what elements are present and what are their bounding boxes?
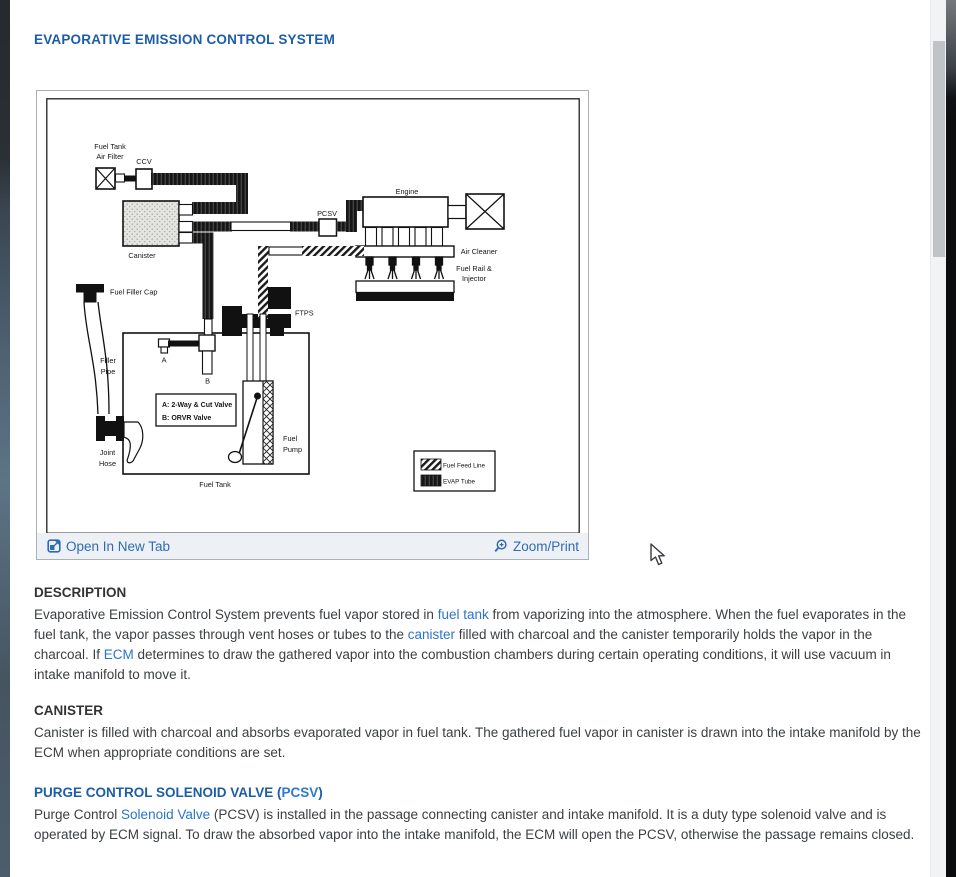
engine-aircleaner-duct bbox=[448, 206, 466, 219]
evap-system-diagram bbox=[46, 98, 580, 534]
pcsv-paragraph bbox=[34, 805, 922, 845]
label-key-b: B: ORVR Valve bbox=[162, 415, 212, 422]
fuel-tank-link[interactable]: fuel tank bbox=[437, 607, 489, 622]
pcsv-text-2: (PCSV) is installed in the passage connecting canister and intake manifold. It is a duty type solenoid valve and is operated by ECM signal. To draw the absorbed vapor into the intake manifold, the ECM will open the PCSV, otherwise the passage remains closed. bbox=[34, 807, 915, 842]
label-key-a: A: 2-Way & Cut Valve bbox=[162, 402, 233, 409]
label-fuel-tank: Fuel Tank bbox=[199, 480, 231, 489]
zoom-plus-icon bbox=[493, 539, 508, 554]
label-valve-a: A bbox=[161, 355, 167, 365]
label-air-filter-2: Air Filter bbox=[96, 152, 124, 161]
fuel-rail-symbol bbox=[356, 246, 454, 257]
pcsv-text-1: Purge Control bbox=[34, 807, 122, 822]
scrollbar-thumb[interactable] bbox=[933, 41, 945, 257]
label-legend-evap: EVAP Tube bbox=[443, 478, 475, 486]
figure-evap-diagram bbox=[36, 90, 589, 560]
label-filler-2: Pipe bbox=[100, 367, 116, 376]
label-valve-b: B bbox=[205, 376, 210, 386]
engine-symbol bbox=[363, 197, 448, 227]
label-legend-feed: Fuel Feed Line bbox=[443, 462, 486, 470]
label-filler-1: Filler bbox=[100, 356, 116, 365]
label-engine: Engine bbox=[395, 187, 419, 196]
label-ccv: CCV bbox=[136, 157, 152, 166]
ccv-valve-symbol bbox=[136, 169, 152, 189]
mouse-cursor bbox=[650, 543, 670, 573]
engine-base-bar bbox=[356, 293, 454, 302]
label-fuel-pump-2: Pump bbox=[283, 445, 303, 454]
description-text-4: determines to draw the gathered vapor into the combustion chambers during certain operating conditions, it will use vacuum in intake manifold to move it. bbox=[34, 647, 891, 682]
label-fuel-filler-cap: Fuel Filler Cap bbox=[110, 287, 158, 297]
fuel-tank-air-filter-symbol bbox=[96, 168, 115, 189]
label-ftps: FTPS bbox=[295, 308, 314, 318]
label-fuel-rail-1: Fuel Rail & bbox=[456, 264, 492, 273]
canister-port-top bbox=[179, 205, 193, 216]
legend-evap-swatch bbox=[421, 475, 441, 486]
open-in-new-tab-link[interactable] bbox=[47, 539, 170, 554]
description-paragraph bbox=[34, 605, 922, 685]
ecm-link[interactable]: ECM bbox=[103, 647, 134, 662]
diagram-svg bbox=[46, 98, 580, 534]
canister-text-1: Canister is filled with charcoal and absorbs evaporated vapor in fuel tank. The gathered fuel vapor in canister is drawn into the intake manifold by the ECM when appropriate conditions are set. bbox=[34, 725, 921, 760]
label-joint-hose-2: Hose bbox=[98, 459, 117, 468]
page-title: EVAPORATIVE EMISSION CONTROL SYSTEM bbox=[34, 32, 336, 47]
description-text-2: from vaporizing into the atmosphere. When the fuel evaporates in the fuel tank, the vapor passes through vent hoses or tubes to the bbox=[34, 607, 906, 642]
canister-paragraph bbox=[34, 723, 922, 763]
solenoid-valve-link[interactable]: Solenoid Valve bbox=[121, 807, 211, 822]
air-cleaner-symbol bbox=[466, 194, 504, 229]
manual-page bbox=[10, 0, 930, 877]
section-heading-description: DESCRIPTION bbox=[34, 585, 127, 600]
window-right-edge bbox=[946, 0, 956, 877]
label-canister: Canister bbox=[128, 251, 156, 260]
canister-port-bottom bbox=[179, 233, 193, 244]
zoom-print-link[interactable] bbox=[493, 539, 579, 554]
open-in-new-tab-icon bbox=[47, 539, 61, 553]
pump-tube-left bbox=[247, 314, 253, 381]
canister-symbol bbox=[123, 201, 179, 246]
desktop-background-left-edge bbox=[0, 0, 10, 877]
label-air-cleaner: Air Cleaner bbox=[460, 247, 498, 256]
description-text-1: Evaporative Emission Control System prevents fuel vapor stored in bbox=[34, 607, 438, 622]
pump-tube-right bbox=[260, 314, 266, 381]
plain-tube-2 bbox=[269, 247, 303, 255]
label-pcsv: PCSV bbox=[317, 209, 337, 218]
scrollbar-track[interactable] bbox=[930, 0, 946, 877]
legend-feed-swatch bbox=[421, 459, 441, 470]
figure-toolbar bbox=[37, 533, 588, 559]
open-in-new-tab-label: Open In New Tab bbox=[66, 538, 171, 554]
section-heading-canister: CANISTER bbox=[34, 703, 104, 718]
plain-tube-1 bbox=[231, 222, 291, 231]
injector-housing bbox=[356, 281, 454, 293]
intake-manifold-symbol bbox=[366, 228, 443, 247]
pcsv-heading-link[interactable]: PCSV bbox=[281, 785, 319, 800]
label-fuel-rail-2: Injector bbox=[462, 274, 486, 283]
description-text-3: filled with charcoal and the canister temporarily holds the vapor in the charcoal. If bbox=[34, 627, 873, 662]
canister-port-mid bbox=[179, 222, 193, 233]
pcsv-valve-symbol bbox=[319, 219, 337, 236]
zoom-print-label: Zoom/Print bbox=[512, 538, 579, 554]
filter-ccv-joint bbox=[124, 176, 136, 182]
label-joint-hose-1: Joint bbox=[99, 448, 116, 457]
pcsv-heading-text-2: ) bbox=[318, 785, 323, 800]
label-fuel-pump-1: Fuel bbox=[283, 434, 298, 443]
filter-ccv-connector bbox=[116, 174, 125, 182]
section-heading-pcsv bbox=[34, 785, 922, 801]
pcsv-heading-text-1: PURGE CONTROL SOLENOID VALVE ( bbox=[34, 785, 282, 800]
article-body bbox=[34, 585, 922, 845]
canister-link[interactable]: canister bbox=[407, 627, 456, 642]
label-air-filter-1: Fuel Tank bbox=[94, 142, 126, 151]
